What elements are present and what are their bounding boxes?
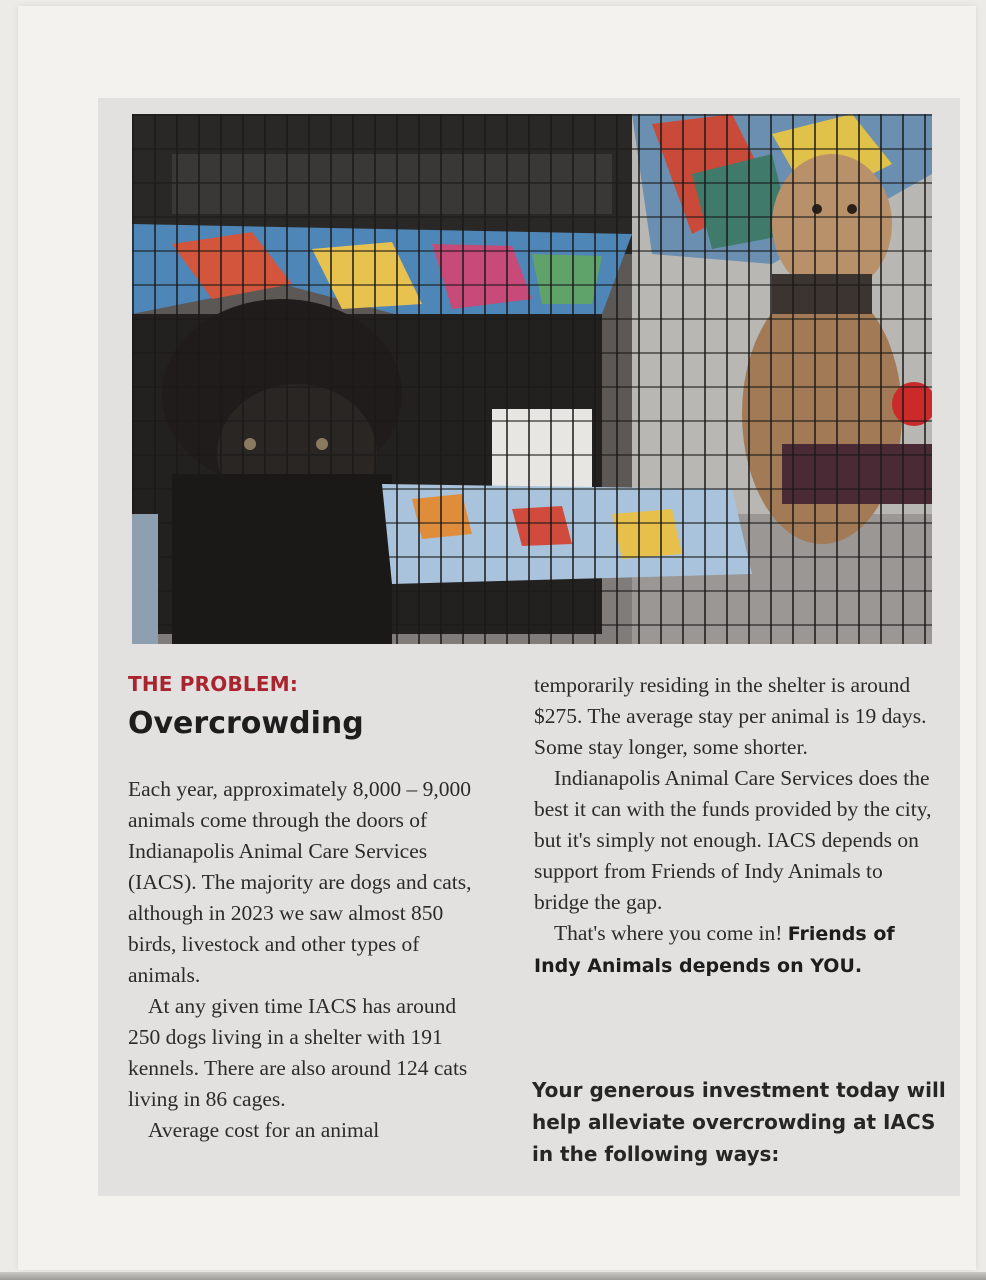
kennel-illustration xyxy=(132,114,932,644)
paragraph-closing xyxy=(534,918,934,982)
paragraph-cost-continued: temporarily residing in the shelter is around $275. The average stay per animal is 19 days. Some stay longer, some shorter. xyxy=(534,673,927,759)
right-column xyxy=(534,670,934,982)
section-headline: Overcrowding xyxy=(128,706,364,741)
left-column xyxy=(128,774,488,1146)
closing-lead: That's where you come in! xyxy=(554,921,783,945)
section-kicker: THE PROBLEM: xyxy=(128,672,299,696)
call-to-action: Your generous investment today will help alleviate overcrowding at IACS in the following ways: xyxy=(532,1078,946,1166)
shelter-photo xyxy=(132,114,932,644)
paragraph-funding: Indianapolis Animal Care Services does the best it can with the funds provided by the city, but it's simply not enough. IACS depends on support from Friends of Indy Animals to bridge the gap. xyxy=(534,766,932,914)
paragraph-capacity: At any given time IACS has around 250 dogs living in a shelter with 191 kennels. There are also around 124 cats living in 86 cages. xyxy=(128,994,468,1111)
paragraph-intro: Each year, approximately 8,000 – 9,000 animals come through the doors of Indianapolis Animal Care Services (IACS). The majority are dogs and cats, although in 2023 we saw almost 850 birds, livestock and other types of animals. xyxy=(128,777,472,987)
closing-bold: Friends of Indy Animals depends on YOU. xyxy=(534,923,895,977)
page-edge xyxy=(0,1272,986,1280)
paragraph-cost-start: Average cost for an animal xyxy=(148,1118,380,1142)
